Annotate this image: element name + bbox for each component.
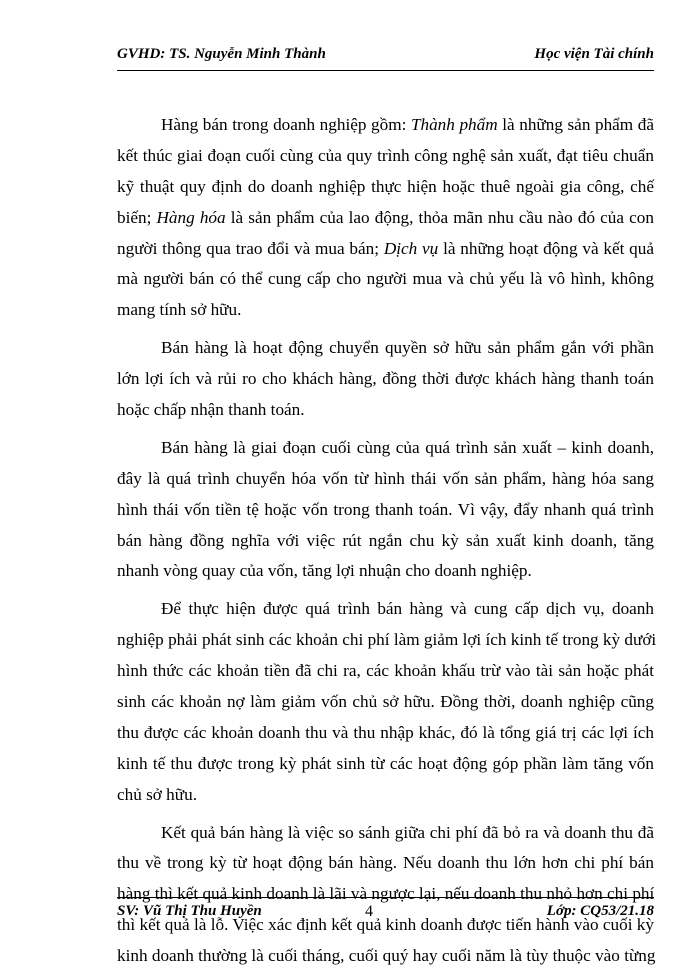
text-segment: kinh doanh thường là cuối tháng, cuối quý hay cuối năm là tùy thuộc vào từng: [117, 946, 656, 966]
text-segment: Bán hàng là giai đoạn cuối cùng của quá trình sản xuất – kinh doanh,: [161, 437, 654, 457]
text-line: [117, 433, 654, 464]
text-segment: thu được các khoản doanh thu và thu nhập khác, đó là tổng giá trị các lợi ích: [117, 722, 654, 742]
text-segment: hoặc chấp nhận thanh toán.: [117, 400, 305, 420]
text-line: [117, 464, 654, 495]
text-line: [117, 234, 654, 265]
text-line: [117, 656, 654, 687]
text-line: [117, 526, 654, 557]
text-segment: hàng thì kết quả kinh doanh là lãi và ngược lại, nếu doanh thu nhỏ hơn chi phí: [117, 884, 655, 904]
header-rule: [117, 70, 654, 71]
text-line: [117, 333, 654, 364]
header-institution: Học viện Tài chính: [534, 46, 654, 62]
text-line: [117, 556, 654, 587]
text-line: [117, 395, 654, 426]
text-segment: là những hoạt động và kết quả: [438, 238, 654, 258]
text-line: [117, 718, 654, 749]
text-segment: hình thức các khoản tiền đã chi ra, các khoản khấu trừ vào tài sản hoặc phát: [117, 661, 654, 681]
text-segment: chủ sở hữu.: [117, 784, 197, 804]
text-segment: là sản phẩm của lao động, thỏa mãn nhu cầu nào đó của con: [225, 207, 654, 227]
footer-class: Lớp: CQ53/21.18: [546, 903, 654, 919]
text-segment: Để thực hiện được quá trình bán hàng và cung cấp dịch vụ, doanh: [161, 599, 654, 619]
page-number: 4: [365, 903, 373, 920]
footer-rule: [117, 897, 654, 898]
text-segment: Kết quả bán hàng là việc so sánh giữa chi phí đã bỏ ra và doanh thu đã: [161, 822, 654, 842]
text-segment: mang tính sở hữu.: [117, 300, 242, 320]
text-line: [117, 172, 654, 203]
text-line: [117, 264, 654, 295]
text-segment: đây là quá trình chuyển hóa vốn từ hình thái vốn sản phẩm, hàng hóa sang: [117, 468, 654, 488]
text-line: [117, 364, 654, 395]
paragraph: [117, 333, 654, 426]
text-line: [117, 110, 654, 141]
text-line: [117, 625, 657, 656]
text-segment: Bán hàng là hoạt động chuyển quyền sở hữu sản phẩm gắn với phần: [161, 338, 654, 358]
paragraph: [117, 433, 654, 587]
document-body: [117, 110, 657, 972]
italic-term: Hàng hóa: [156, 207, 226, 227]
text-segment: nhanh vòng quay của vốn, tăng lợi nhuận cho doanh nghiệp.: [117, 561, 532, 581]
text-segment: người thông qua trao đổi và mua bán;: [117, 238, 384, 258]
text-line: [117, 941, 654, 972]
text-segment: mà người bán có thể cung cấp cho người mua và chủ yếu là vô hình, không: [117, 269, 654, 289]
text-segment: biến;: [117, 207, 157, 227]
text-line: [117, 780, 654, 811]
text-segment: là những sản phẩm đã: [497, 115, 654, 134]
text-segment: sinh các khoản nợ làm giảm vốn chủ sở hữu. Đồng thời, doanh nghiệp cũng: [117, 692, 654, 712]
paragraph: [117, 110, 654, 326]
text-line: [117, 848, 654, 879]
text-line: [117, 818, 654, 849]
page-footer: [117, 903, 654, 925]
text-segment: kết thúc giai đoạn cuối cùng của quy trình công nghệ sản xuất, đạt tiêu chuẩn: [117, 145, 654, 165]
text-segment: thì kết quả là lỗ. Việc xác định kết quả kinh doanh được tiến hành vào cuối kỳ: [117, 915, 654, 935]
paragraph: [117, 818, 654, 972]
text-segment: hình thái vốn tiền tệ hoặc vốn trong thanh toán. Vì vậy, đẩy nhanh quá trình: [117, 499, 654, 519]
italic-term: Dịch vụ: [383, 238, 439, 258]
header-supervisor: GVHD: TS. Nguyễn Minh Thành: [117, 46, 326, 62]
text-segment: Hàng bán trong doanh nghiệp gồm:: [161, 115, 411, 134]
text-line: [117, 594, 654, 625]
text-line: [117, 203, 654, 234]
footer-student: SV: Vũ Thị Thu Huyền: [117, 903, 262, 919]
text-line: [117, 141, 654, 172]
italic-term: Thành phẩm: [410, 115, 498, 134]
paragraph: [117, 594, 657, 810]
text-segment: bán hàng đồng nghĩa với việc rút ngắn chu kỳ sản xuất kinh doanh, tăng: [117, 530, 654, 550]
text-line: [117, 295, 654, 326]
text-segment: kinh tế thu được trong kỳ phát sinh từ các hoạt động góp phần làm tăng vốn: [117, 753, 654, 773]
text-line: [117, 749, 654, 780]
text-segment: thu về trong kỳ từ hoạt động bán hàng. Nếu doanh thu lớn hơn chi phí bán: [117, 853, 654, 873]
page-header: [117, 46, 654, 68]
text-segment: kỹ thuật quy định do doanh nghiệp thực hiện hoặc thuê ngoài gia công, chế: [117, 176, 654, 196]
text-line: [117, 687, 654, 718]
text-segment: nghiệp phải phát sinh các khoản chi phí làm giảm lợi ích kinh tế trong kỳ dưới: [117, 630, 657, 650]
text-line: [117, 495, 654, 526]
text-segment: lớn lợi ích và rủi ro cho khách hàng, đồng thời được khách hàng thanh toán: [117, 369, 654, 389]
